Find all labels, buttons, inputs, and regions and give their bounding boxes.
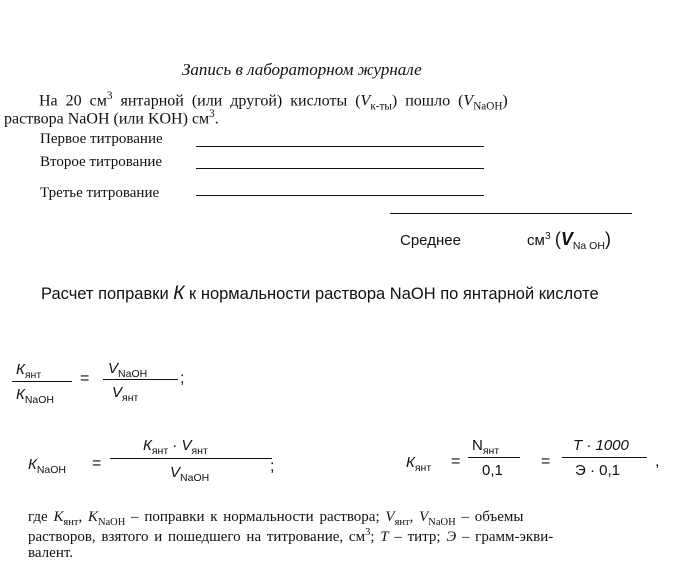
average-var-v: V	[560, 229, 573, 249]
titration-blank-1	[196, 146, 484, 147]
formula3-equals-2: =	[541, 453, 551, 470]
fn2-sup: 3	[365, 527, 371, 538]
formula1-denominator	[16, 386, 54, 406]
intro2-text-a: раствора NaOH (или KOH) см	[4, 110, 210, 128]
average-unit	[527, 229, 611, 252]
fn2-e: Э	[446, 529, 457, 545]
formula1-fraction-bar-2	[103, 379, 178, 380]
formula1-semicolon: ;	[180, 370, 185, 387]
fn1-k2-sub: NaOH	[97, 517, 126, 528]
fn1-c: – объемы	[455, 509, 524, 525]
formula3-denominator: 0,1	[482, 462, 503, 479]
titration-label-3: Третье титрование	[40, 185, 160, 201]
f2-den-v: V	[170, 464, 181, 481]
formula3-comma: ,	[655, 453, 660, 470]
fn2-a: растворов, взятого и пошедшего на титрование, см	[28, 529, 366, 545]
intro-var-v: V	[360, 92, 371, 110]
intro-text-b: янтарной (или другой) кислоты (	[112, 92, 361, 110]
formula3-numerator-2: T · 1000	[573, 437, 629, 454]
footnote-line-2	[28, 527, 553, 546]
intro-text-a: На 20 см	[39, 92, 107, 110]
intro-var-v-sub: к-ты	[370, 100, 392, 113]
titration-label-1: Первое титрование	[40, 131, 163, 147]
fn1-a: где	[28, 509, 54, 525]
formula3-fraction-bar	[468, 457, 520, 458]
intro-text-d: )	[502, 92, 508, 110]
f2-num-k: К	[143, 437, 152, 454]
formula2-semicolon: ;	[270, 458, 275, 475]
average-paren-open: (	[554, 229, 561, 249]
f1-den-sub: NaOH	[24, 394, 55, 406]
intro-var-v2: V	[463, 92, 474, 110]
fn2-t: T	[380, 529, 389, 545]
average-unit-sup: 3	[544, 230, 551, 242]
formula2-denominator	[170, 464, 209, 484]
fn2-c: – титр;	[388, 529, 447, 545]
f1-num2-sub: NaOH	[118, 368, 148, 380]
formula2-lhs	[28, 456, 66, 476]
formula3-fraction-bar-2	[562, 457, 647, 458]
f3-lhs-k: К	[406, 454, 415, 471]
fn1-k1: К	[53, 509, 64, 525]
formula1-numerator	[16, 361, 41, 381]
section-title	[41, 283, 599, 305]
average-label: Среднее	[400, 232, 461, 249]
f3-num-n-sub: янт	[482, 445, 500, 457]
intro-sup: 3	[106, 90, 113, 102]
section-title-k: К	[173, 283, 185, 304]
f1-den2-v: V	[112, 384, 123, 401]
intro-line-2	[4, 108, 219, 128]
f3-num-n: N	[472, 437, 483, 454]
fn2-b: ;	[370, 529, 381, 545]
f1-num-sub: янт	[24, 369, 42, 381]
f2-num-dot: ·	[168, 437, 182, 454]
fn1-k2: К	[87, 509, 98, 525]
f1-den2-sub: янт	[122, 392, 139, 404]
f2-lhs-sub: NaOH	[36, 464, 67, 476]
section-title-before: Расчет поправки	[41, 285, 174, 303]
footnote-line-3: валент.	[28, 545, 74, 561]
fn1-v1-sub: янт	[394, 517, 410, 528]
fn1-sep2: ,	[409, 509, 420, 525]
f1-num2-v: V	[108, 360, 119, 377]
fn1-v2: V	[419, 509, 429, 525]
formula3-equals: =	[451, 453, 461, 470]
f1-num-k: К	[16, 361, 25, 378]
formula1-denominator-2	[112, 384, 138, 404]
f2-num-v-sub: янт	[191, 445, 208, 457]
formula2-fraction-bar	[110, 458, 272, 459]
average-blank	[390, 213, 632, 214]
fn1-k1-sub: янт	[63, 517, 79, 528]
intro-var-v2-sub: NaOH	[473, 100, 503, 113]
formula2-equals: =	[92, 455, 102, 472]
f2-lhs-k: К	[28, 456, 37, 473]
formula1-fraction-bar	[12, 381, 72, 382]
fn1-v2-sub: NaOH	[428, 517, 456, 528]
fn2-d: – грамм-экви-	[456, 529, 554, 545]
average-paren-close: )	[604, 229, 611, 249]
fn1-b: – поправки к нормальности раствора;	[125, 509, 386, 525]
titration-label-2: Второе титрование	[40, 154, 163, 170]
average-var-sub: Na OH	[572, 240, 605, 252]
formula3-lhs	[406, 454, 431, 474]
intro-text-c: ) пошло (	[391, 92, 464, 110]
intro2-text-b: .	[214, 110, 219, 128]
titration-blank-2	[196, 168, 484, 169]
average-unit-text: см	[527, 232, 545, 249]
f3-lhs-sub: янт	[414, 462, 432, 474]
f1-den-k: К	[16, 386, 25, 403]
formula2-numerator	[143, 437, 208, 457]
f2-num-k-sub: янт	[151, 445, 169, 457]
footnote-line-1	[28, 509, 523, 528]
formula1-equals: =	[80, 370, 90, 387]
section-title-after: к нормальности раствора NaOH по янтарной кислоте	[184, 285, 599, 303]
fn1-sep1: ,	[78, 509, 88, 525]
fn1-v1: V	[385, 509, 395, 525]
formula3-numerator	[472, 437, 499, 457]
journal-heading: Запись в лабораторном журнале	[182, 60, 422, 79]
formula1-numerator-2	[108, 360, 147, 380]
formula3-denominator-2: Э · 0,1	[575, 462, 620, 479]
f2-num-v: V	[181, 437, 192, 454]
titration-blank-3	[196, 195, 484, 196]
f2-den-sub: NaOH	[180, 472, 210, 484]
intro2-sup: 3	[209, 108, 215, 120]
